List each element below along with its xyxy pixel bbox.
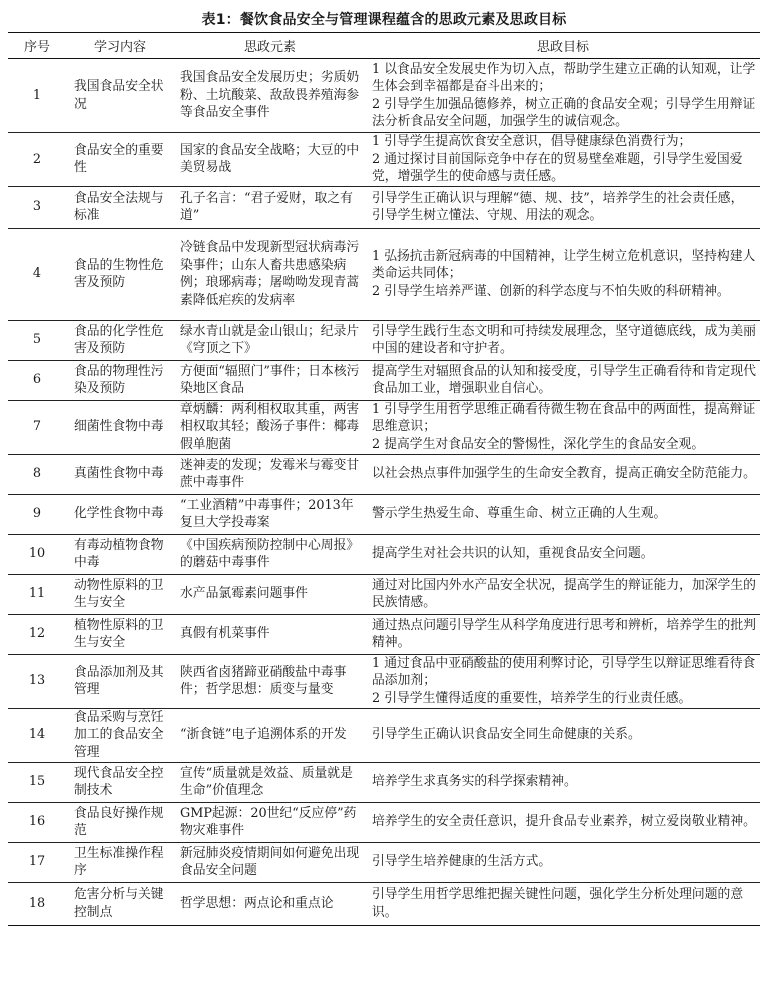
row-ideology-goal: 1 通过食品中亚硝酸盐的使用利弊讨论，引导学生以辩证思维看待食品添加剂； 2 引导学生懂得适度的重要性，培养学生的行业责任感。: [372, 655, 756, 706]
row-ideology-goal: 引导学生用哲学思维把握关键性问题，强化学生分析处理问题的意识。: [372, 887, 744, 920]
row-number: 16: [28, 814, 46, 830]
row-ideology-element: 迷神麦的发现；发霉米与霉变甘蔗中毒事件: [180, 457, 360, 490]
row-ideology-element: 水产品氯霉素问题事件: [180, 586, 308, 602]
row-ideology-goal: 引导学生正确认识与理解“德、规、技”，培养学生的社会责任感，引导学生树立懂法、守规、用法的观念。: [372, 190, 744, 223]
header-goal: 思政目标: [366, 33, 760, 59]
table-row: [8, 228, 760, 320]
row-number: 10: [28, 546, 46, 562]
row-number: 6: [32, 372, 42, 388]
row-ideology-goal: 提高学生对社会共识的认知，重视食品安全问题。: [372, 546, 654, 562]
row-ideology-goal: 提高学生对辐照食品的认知和接受度，引导学生正确看待和肯定现代食品加工业，增强职业自信心。: [372, 363, 756, 396]
row-learning-content: 食品采购与烹饪加工的食品安全管理: [74, 709, 164, 760]
row-ideology-goal: 引导学生践行生态文明和可持续发展理念，坚守道德底线，成为美丽中国的建设者和守护者。: [372, 323, 756, 356]
row-ideology-element: 方便面“辐照门”事件；日本核污染地区食品: [180, 363, 360, 396]
row-ideology-element: 新冠肺炎疫情期间如何避免出现食品安全问题: [180, 845, 360, 878]
row-number: 2: [32, 151, 42, 167]
row-number: 14: [28, 727, 46, 743]
row-number: 17: [28, 854, 46, 870]
row-ideology-goal: 通过热点问题引导学生从科学角度进行思考和辨析，培养学生的批判精神。: [372, 617, 756, 650]
row-learning-content: 食品安全的重要性: [74, 142, 164, 176]
row-number: 11: [28, 586, 46, 602]
row-ideology-goal: 以社会热点事件加强学生的生命安全教育，提高正确安全防范能力。: [372, 466, 756, 482]
row-learning-content: 化学性食物中毒: [74, 506, 164, 522]
row-ideology-element: 真假有机菜事件: [180, 626, 270, 642]
row-number: 4: [32, 266, 42, 282]
table-row: [8, 494, 760, 534]
ideology-elements-table: [8, 32, 760, 926]
row-number: 8: [32, 466, 42, 482]
row-ideology-element: “工业酒精”中毒事件；2013年复旦大学投毒案: [180, 497, 354, 530]
row-ideology-element: 宣传“质量就是效益、质量就是生命”价值理念: [180, 765, 353, 798]
row-ideology-goal: 警示学生热爱生命、尊重生命、树立正确的人生观。: [372, 506, 667, 522]
row-number: 1: [32, 87, 42, 103]
table-title: 表1：餐饮食品安全与管理课程蕴含的思政元素及思政目标: [201, 12, 567, 28]
row-learning-content: 食品添加剂及其管理: [74, 664, 164, 697]
row-ideology-goal: 1 弘扬抗击新冠病毒的中国精神，让学生树立危机意识，坚持构建人类命运共同体； 2 引导学生培养严谨、创新的科学态度与不怕失败的科研精神。: [372, 248, 756, 299]
header-no: 序号: [8, 33, 66, 59]
row-ideology-element: 国家的食品安全战略；大豆的中美贸易战: [180, 142, 360, 176]
table-row: [8, 400, 760, 454]
table-row: [8, 534, 760, 574]
table-row: [8, 614, 760, 654]
table-row: [8, 360, 760, 400]
row-learning-content: 食品良好操作规范: [74, 805, 164, 838]
row-learning-content: 动物性原料的卫生与安全: [74, 577, 164, 610]
row-learning-content: 卫生标准操作程序: [74, 845, 164, 878]
row-learning-content: 有毒动植物食物中毒: [74, 537, 164, 570]
header-element: 思政元素: [174, 33, 366, 59]
row-ideology-goal: 培养学生的安全责任意识，提升食品专业素养，树立爱岗敬业精神。: [372, 814, 756, 830]
row-ideology-element: 冷链食品中发现新型冠状病毒污染事件；山东人畜共患感染病例；琅琊病毒；屠呦呦发现青蒿素降低疟疾的发病率: [180, 240, 360, 308]
table-row: [8, 882, 760, 925]
table-row: [8, 762, 760, 802]
table-row: [8, 654, 760, 708]
row-ideology-element: GMP起源：20世纪“反应停”药物灾难事件: [180, 805, 357, 838]
row-number: 5: [32, 332, 42, 348]
table-row: [8, 802, 760, 842]
table-row: [8, 708, 760, 762]
row-learning-content: 细菌性食物中毒: [74, 419, 164, 435]
row-learning-content: 危害分析与关键控制点: [74, 887, 164, 920]
row-number: 13: [28, 673, 46, 689]
table-row: [8, 842, 760, 882]
row-ideology-element: 哲学思想：两点论和重点论: [180, 895, 334, 911]
row-ideology-goal: 引导学生正确认识食品安全同生命健康的关系。: [372, 727, 641, 743]
row-number: 3: [32, 199, 42, 215]
table-row: [8, 186, 760, 228]
row-ideology-element: 孔子名言：“君子爱财，取之有道”: [180, 190, 353, 223]
row-learning-content: 食品的物理性污染及预防: [74, 363, 164, 396]
row-ideology-goal: 1 引导学生用哲学思维正确看待微生物在食品中的两面性，提高辩证思维意识； 2 提高学生对食品安全的警惕性，深化学生的食品安全观。: [372, 401, 756, 452]
row-ideology-goal: 通过对比国内外水产品安全状况，提高学生的辩证能力，加深学生的民族情感。: [372, 577, 756, 610]
row-learning-content: 我国食品安全状况: [74, 79, 164, 112]
row-number: 9: [32, 506, 42, 522]
row-ideology-element: “浙食链”电子追溯体系的开发: [180, 727, 347, 743]
row-ideology-goal: 培养学生求真务实的科学探索精神。: [372, 774, 577, 790]
row-number: 18: [28, 895, 46, 911]
table-header-row: [8, 33, 760, 59]
row-ideology-element: 陕西省卤猪蹄亚硝酸盐中毒事件；哲学思想：质变与量变: [180, 664, 347, 697]
row-learning-content: 植物性原料的卫生与安全: [74, 617, 164, 650]
header-content: 学习内容: [66, 33, 174, 59]
row-learning-content: 食品安全法规与标准: [74, 190, 164, 223]
row-ideology-element: 《中国疾病预防控制中心周报》的蘑菇中毒事件: [180, 537, 360, 570]
row-learning-content: 现代食品安全控制技术: [74, 765, 164, 798]
row-learning-content: 食品的化学性危害及预防: [74, 323, 164, 356]
row-ideology-goal: 1 以食品安全发展史作为切入点，帮助学生建立正确的认知观，让学生体会到幸福都是奋斗出来的； 2 引导学生加强品德修养，树立正确的食品安全观；引导学生用辩证法分析食品安全问题，加强学生的诚信观念。: [372, 61, 756, 129]
row-ideology-element: 我国食品安全发展历史；劣质奶粉、土坑酸菜、敌敌畏养殖海参等食品安全事件: [180, 70, 360, 121]
table-row: [8, 133, 760, 187]
row-ideology-goal: 引导学生培养健康的生活方式。: [372, 854, 552, 870]
table-row: [8, 454, 760, 494]
row-number: 15: [28, 774, 46, 790]
table-row: [8, 59, 760, 133]
table-body: [8, 59, 760, 926]
row-learning-content: 真菌性食物中毒: [74, 466, 164, 482]
row-ideology-element: 章炳麟：两利相权取其重，两害相权取其轻；酸汤子事件：椰毒假单胞菌: [180, 401, 360, 452]
table-row: [8, 574, 760, 614]
row-ideology-element: 绿水青山就是金山银山；纪录片《穹顶之下》: [180, 323, 360, 356]
row-learning-content: 食品的生物性危害及预防: [74, 257, 164, 290]
row-ideology-goal: 1 引导学生提高饮食安全意识，倡导健康绿色消费行为； 2 通过探讨目前国际竞争中存在的贸易壁垒难题，引导学生爱国爱党，增强学生的使命感与责任感。: [372, 134, 743, 184]
table-row: [8, 320, 760, 360]
row-number: 12: [28, 626, 46, 642]
row-number: 7: [32, 419, 42, 435]
